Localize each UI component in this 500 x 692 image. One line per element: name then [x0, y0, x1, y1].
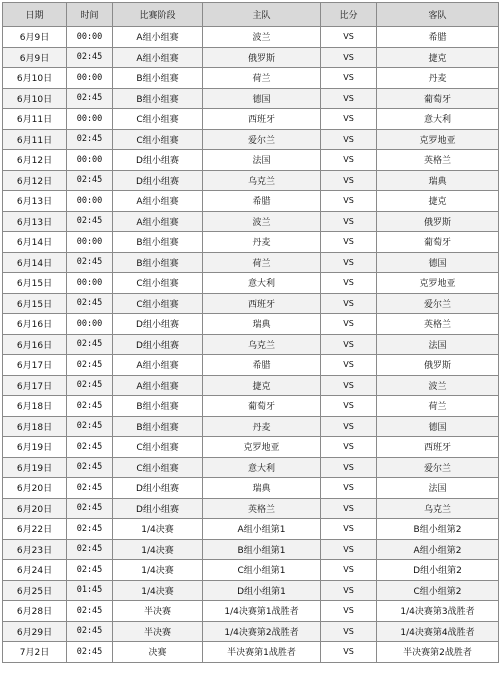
cell-score: VS	[321, 88, 377, 109]
cell-date: 6月13日	[3, 211, 67, 232]
cell-home-team: 俄罗斯	[203, 47, 321, 68]
cell-away-team: 西班牙	[377, 437, 499, 458]
cell-date: 6月9日	[3, 47, 67, 68]
cell-score: VS	[321, 498, 377, 519]
cell-time: 02:45	[67, 396, 113, 417]
cell-score: VS	[321, 129, 377, 150]
cell-score: VS	[321, 396, 377, 417]
cell-score: VS	[321, 47, 377, 68]
cell-away-team: 英格兰	[377, 314, 499, 335]
cell-stage: B组小组赛	[113, 252, 203, 273]
cell-away-team: 德国	[377, 252, 499, 273]
header-score: 比分	[321, 3, 377, 27]
table-row	[3, 170, 499, 191]
table-row	[3, 519, 499, 540]
cell-time: 00:00	[67, 273, 113, 294]
cell-home-team: 乌克兰	[203, 334, 321, 355]
header-home-team: 主队	[203, 3, 321, 27]
table-row	[3, 416, 499, 437]
cell-away-team: C组小组第2	[377, 580, 499, 601]
cell-score: VS	[321, 27, 377, 48]
cell-date: 6月16日	[3, 334, 67, 355]
cell-time: 02:45	[67, 539, 113, 560]
cell-time: 02:45	[67, 355, 113, 376]
cell-stage: A组小组赛	[113, 375, 203, 396]
cell-time: 02:45	[67, 129, 113, 150]
cell-home-team: 波兰	[203, 211, 321, 232]
cell-date: 6月9日	[3, 27, 67, 48]
table-row	[3, 68, 499, 89]
cell-away-team: 爱尔兰	[377, 457, 499, 478]
cell-away-team: B组小组第2	[377, 519, 499, 540]
cell-stage: D组小组赛	[113, 150, 203, 171]
table-header	[3, 3, 499, 27]
cell-score: VS	[321, 170, 377, 191]
table-row	[3, 150, 499, 171]
table-row	[3, 211, 499, 232]
cell-away-team: 俄罗斯	[377, 355, 499, 376]
cell-score: VS	[321, 293, 377, 314]
cell-date: 6月11日	[3, 129, 67, 150]
cell-score: VS	[321, 314, 377, 335]
header-date: 日期	[3, 3, 67, 27]
cell-stage: D组小组赛	[113, 314, 203, 335]
cell-away-team: 克罗地亚	[377, 273, 499, 294]
cell-stage: A组小组赛	[113, 27, 203, 48]
cell-stage: 1/4决赛	[113, 519, 203, 540]
cell-stage: C组小组赛	[113, 109, 203, 130]
cell-score: VS	[321, 150, 377, 171]
header-row	[3, 3, 499, 27]
cell-home-team: D组小组第1	[203, 580, 321, 601]
table-row	[3, 478, 499, 499]
table-row	[3, 232, 499, 253]
cell-time: 02:45	[67, 642, 113, 663]
cell-away-team: 乌克兰	[377, 498, 499, 519]
cell-home-team: 意大利	[203, 457, 321, 478]
cell-stage: B组小组赛	[113, 88, 203, 109]
cell-stage: B组小组赛	[113, 68, 203, 89]
table-row	[3, 498, 499, 519]
cell-date: 6月19日	[3, 437, 67, 458]
table-row	[3, 642, 499, 663]
cell-stage: B组小组赛	[113, 416, 203, 437]
cell-date: 6月20日	[3, 498, 67, 519]
cell-home-team: B组小组第1	[203, 539, 321, 560]
table-row	[3, 539, 499, 560]
cell-score: VS	[321, 273, 377, 294]
cell-date: 6月18日	[3, 396, 67, 417]
cell-away-team: 荷兰	[377, 396, 499, 417]
cell-home-team: 英格兰	[203, 498, 321, 519]
table-row	[3, 457, 499, 478]
cell-score: VS	[321, 416, 377, 437]
cell-stage: D组小组赛	[113, 334, 203, 355]
table-row	[3, 396, 499, 417]
cell-home-team: 瑞典	[203, 314, 321, 335]
cell-home-team: 半决赛第1战胜者	[203, 642, 321, 663]
table-row	[3, 273, 499, 294]
table-row	[3, 437, 499, 458]
table-row	[3, 560, 499, 581]
cell-stage: B组小组赛	[113, 396, 203, 417]
table-row	[3, 27, 499, 48]
cell-time: 02:45	[67, 252, 113, 273]
table-row	[3, 47, 499, 68]
cell-home-team: 1/4决赛第2战胜者	[203, 621, 321, 642]
cell-home-team: 意大利	[203, 273, 321, 294]
cell-score: VS	[321, 375, 377, 396]
table-row	[3, 314, 499, 335]
cell-time: 00:00	[67, 27, 113, 48]
cell-home-team: 法国	[203, 150, 321, 171]
cell-time: 02:45	[67, 498, 113, 519]
table-row	[3, 129, 499, 150]
cell-stage: D组小组赛	[113, 170, 203, 191]
cell-date: 6月18日	[3, 416, 67, 437]
cell-stage: 决赛	[113, 642, 203, 663]
cell-away-team: 德国	[377, 416, 499, 437]
cell-stage: 1/4决赛	[113, 539, 203, 560]
cell-stage: 半决赛	[113, 601, 203, 622]
cell-stage: B组小组赛	[113, 232, 203, 253]
cell-score: VS	[321, 109, 377, 130]
cell-away-team: 英格兰	[377, 150, 499, 171]
table-row	[3, 375, 499, 396]
cell-home-team: 克罗地亚	[203, 437, 321, 458]
cell-time: 00:00	[67, 314, 113, 335]
cell-stage: A组小组赛	[113, 211, 203, 232]
cell-time: 02:45	[67, 334, 113, 355]
cell-home-team: 波兰	[203, 27, 321, 48]
cell-score: VS	[321, 580, 377, 601]
cell-home-team: 荷兰	[203, 68, 321, 89]
cell-date: 6月10日	[3, 68, 67, 89]
cell-date: 6月14日	[3, 232, 67, 253]
cell-stage: C组小组赛	[113, 293, 203, 314]
cell-time: 02:45	[67, 437, 113, 458]
header-time: 时间	[67, 3, 113, 27]
cell-stage: D组小组赛	[113, 478, 203, 499]
cell-date: 6月28日	[3, 601, 67, 622]
cell-score: VS	[321, 355, 377, 376]
cell-home-team: 捷克	[203, 375, 321, 396]
cell-score: VS	[321, 211, 377, 232]
cell-home-team: C组小组第1	[203, 560, 321, 581]
cell-away-team: 爱尔兰	[377, 293, 499, 314]
cell-home-team: 瑞典	[203, 478, 321, 499]
cell-away-team: 葡萄牙	[377, 232, 499, 253]
cell-time: 02:45	[67, 88, 113, 109]
cell-stage: C组小组赛	[113, 129, 203, 150]
cell-away-team: 丹麦	[377, 68, 499, 89]
cell-date: 6月15日	[3, 273, 67, 294]
cell-stage: C组小组赛	[113, 457, 203, 478]
cell-home-team: 丹麦	[203, 232, 321, 253]
cell-score: VS	[321, 621, 377, 642]
cell-away-team: 捷克	[377, 47, 499, 68]
cell-score: VS	[321, 539, 377, 560]
cell-date: 6月25日	[3, 580, 67, 601]
cell-away-team: 捷克	[377, 191, 499, 212]
cell-date: 6月11日	[3, 109, 67, 130]
cell-score: VS	[321, 334, 377, 355]
cell-stage: D组小组赛	[113, 498, 203, 519]
cell-date: 6月16日	[3, 314, 67, 335]
table-row	[3, 109, 499, 130]
cell-time: 00:00	[67, 109, 113, 130]
cell-date: 6月19日	[3, 457, 67, 478]
cell-stage: 1/4决赛	[113, 580, 203, 601]
cell-date: 6月10日	[3, 88, 67, 109]
cell-away-team: A组小组第2	[377, 539, 499, 560]
match-schedule-table	[2, 2, 499, 663]
table-row	[3, 334, 499, 355]
cell-stage: A组小组赛	[113, 47, 203, 68]
cell-date: 6月24日	[3, 560, 67, 581]
table-row	[3, 252, 499, 273]
cell-home-team: 西班牙	[203, 293, 321, 314]
cell-stage: 半决赛	[113, 621, 203, 642]
cell-time: 02:45	[67, 293, 113, 314]
cell-date: 6月22日	[3, 519, 67, 540]
cell-home-team: 葡萄牙	[203, 396, 321, 417]
table-row	[3, 580, 499, 601]
cell-time: 02:45	[67, 478, 113, 499]
cell-away-team: 葡萄牙	[377, 88, 499, 109]
cell-stage: C组小组赛	[113, 437, 203, 458]
table-body	[3, 27, 499, 663]
cell-score: VS	[321, 601, 377, 622]
cell-stage: 1/4决赛	[113, 560, 203, 581]
header-stage: 比赛阶段	[113, 3, 203, 27]
cell-date: 6月13日	[3, 191, 67, 212]
cell-date: 6月14日	[3, 252, 67, 273]
table-row	[3, 621, 499, 642]
cell-time: 00:00	[67, 191, 113, 212]
cell-home-team: 西班牙	[203, 109, 321, 130]
cell-time: 02:45	[67, 375, 113, 396]
cell-score: VS	[321, 252, 377, 273]
cell-away-team: 1/4决赛第3战胜者	[377, 601, 499, 622]
cell-time: 00:00	[67, 232, 113, 253]
cell-time: 02:45	[67, 621, 113, 642]
cell-stage: A组小组赛	[113, 191, 203, 212]
cell-home-team: 乌克兰	[203, 170, 321, 191]
cell-home-team: 1/4决赛第1战胜者	[203, 601, 321, 622]
cell-score: VS	[321, 191, 377, 212]
cell-time: 02:45	[67, 170, 113, 191]
cell-away-team: 法国	[377, 334, 499, 355]
cell-home-team: 希腊	[203, 191, 321, 212]
cell-away-team: 希腊	[377, 27, 499, 48]
cell-home-team: 希腊	[203, 355, 321, 376]
cell-home-team: A组小组第1	[203, 519, 321, 540]
cell-home-team: 爱尔兰	[203, 129, 321, 150]
cell-date: 6月17日	[3, 375, 67, 396]
cell-score: VS	[321, 560, 377, 581]
cell-away-team: 半决赛第2战胜者	[377, 642, 499, 663]
cell-away-team: 波兰	[377, 375, 499, 396]
cell-date: 6月23日	[3, 539, 67, 560]
header-away-team: 客队	[377, 3, 499, 27]
table-row	[3, 191, 499, 212]
cell-time: 02:45	[67, 47, 113, 68]
table-row	[3, 293, 499, 314]
cell-date: 6月12日	[3, 150, 67, 171]
cell-score: VS	[321, 478, 377, 499]
cell-date: 6月20日	[3, 478, 67, 499]
cell-home-team: 德国	[203, 88, 321, 109]
cell-home-team: 丹麦	[203, 416, 321, 437]
cell-time: 00:00	[67, 150, 113, 171]
cell-home-team: 荷兰	[203, 252, 321, 273]
cell-time: 02:45	[67, 211, 113, 232]
cell-away-team: 克罗地亚	[377, 129, 499, 150]
cell-time: 02:45	[67, 601, 113, 622]
cell-away-team: 俄罗斯	[377, 211, 499, 232]
cell-stage: A组小组赛	[113, 355, 203, 376]
cell-away-team: 1/4决赛第4战胜者	[377, 621, 499, 642]
cell-time: 00:00	[67, 68, 113, 89]
cell-stage: C组小组赛	[113, 273, 203, 294]
cell-score: VS	[321, 68, 377, 89]
cell-date: 6月29日	[3, 621, 67, 642]
cell-away-team: 意大利	[377, 109, 499, 130]
cell-score: VS	[321, 232, 377, 253]
table-row	[3, 88, 499, 109]
cell-date: 6月12日	[3, 170, 67, 191]
cell-score: VS	[321, 519, 377, 540]
cell-score: VS	[321, 457, 377, 478]
cell-date: 6月15日	[3, 293, 67, 314]
cell-away-team: D组小组第2	[377, 560, 499, 581]
cell-away-team: 瑞典	[377, 170, 499, 191]
cell-date: 7月2日	[3, 642, 67, 663]
cell-time: 02:45	[67, 416, 113, 437]
cell-time: 02:45	[67, 457, 113, 478]
cell-time: 02:45	[67, 560, 113, 581]
table-row	[3, 601, 499, 622]
cell-date: 6月17日	[3, 355, 67, 376]
cell-score: VS	[321, 437, 377, 458]
cell-score: VS	[321, 642, 377, 663]
cell-away-team: 法国	[377, 478, 499, 499]
cell-time: 02:45	[67, 519, 113, 540]
cell-time: 01:45	[67, 580, 113, 601]
table-row	[3, 355, 499, 376]
